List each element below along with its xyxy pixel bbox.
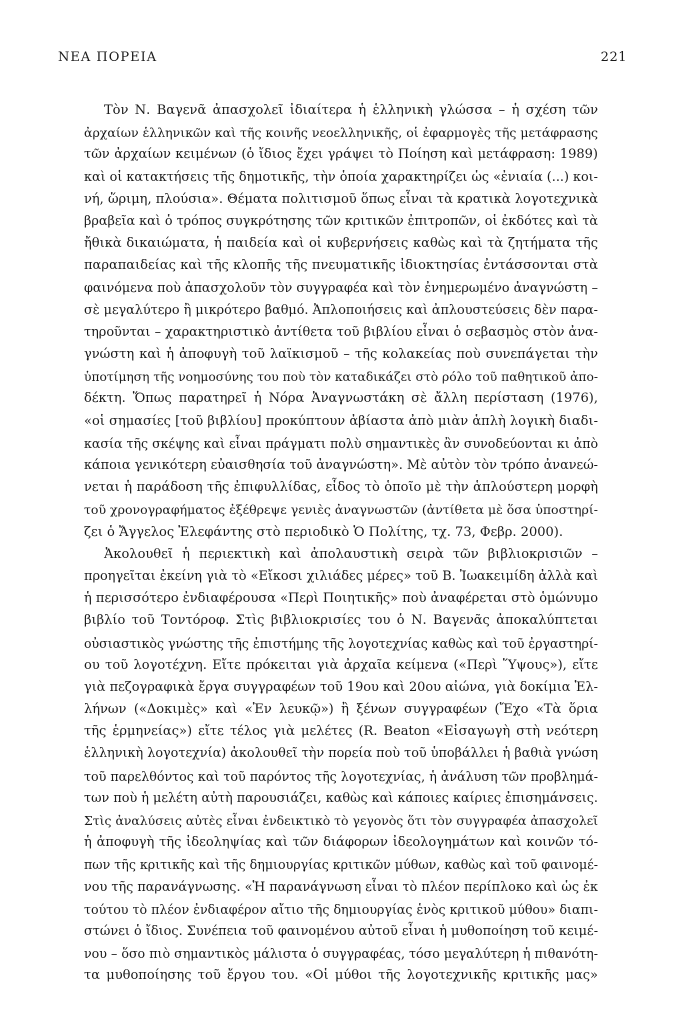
running-header: [58, 50, 627, 70]
text-line: τοῦ χρονογραφήματος ἐξέθρεψε γενιὲς ἀναγνωστῶν (ἀντίθετα μὲ ὅσα ὑποστηρί-: [84, 502, 598, 518]
text-line: τῆς ἑρμηνείας») εἴτε τέλος γιὰ μελέτες (R. Beaton «Εἰσαγωγὴ στὴ νεότερη: [84, 724, 598, 740]
text-line: νου τῆς παρανάγνωσης. «Ἡ παρανάγνωση εἶναι τὸ πλέον περίπλοκο καὶ ὡς ἐκ: [84, 879, 598, 895]
text-line: παραπαιδείας καὶ τῆς κλοπῆς τῆς πνευματικῆς ἰδιοκτησίας ἐντάσσονται στὰ: [84, 258, 598, 274]
text-line: των ποὺ ἡ μελέτη αὐτὴ παρουσιάζει, καθὼς καὶ κάποιες καίριες ἐπισημάνσεις.: [84, 790, 598, 806]
text-line: σὲ μεγαλύτερο ἢ μικρότερο βαθμό. Ἀπλοποιήσεις καὶ ἀπλουστεύσεις δὲν παρα-: [84, 302, 598, 318]
paragraph: [84, 544, 598, 988]
text-line: τούτου τὸ πλέον ἐνδιαφέρον αἴτιο τῆς δημιουργίας ἑνὸς κριτικοῦ μύθου» διαπι-: [84, 901, 598, 917]
text-line: ἡ περισσότερο ἐνδιαφέρουσα «Περὶ Ποιητικῆς» ποὺ ἀναφέρεται στὸ ὁμώνυμο: [84, 591, 598, 607]
text-line: τῶν ἀρχαίων κειμένων (ὁ ἴδιος ἔχει γράψει τὸ Ποίηση καὶ μετάφραση: 1989): [84, 147, 598, 163]
text-line: στώνει ὁ ἴδιος. Συνέπεια τοῦ φαινομένου αὐτοῦ εἶναι ἡ μυθοποίηση τοῦ κειμέ-: [84, 923, 599, 939]
text-line: φαινόμενα ποὺ ἀπασχολοῦν τὸν συγγραφέα καὶ τὸν ἐνημερωμένο ἀναγνώστη –: [84, 280, 598, 296]
text-line: νου – ὅσο πιὸ σημαντικὸς μάλιστα ὁ συγγραφέας, τόσο μεγαλύτερη ἡ πιθανότη-: [84, 946, 598, 962]
text-line: ἑλληνικὴ λογοτεχνία) ἀκολουθεῖ τὴν πορεία ποὺ τοῦ ὑποβάλλει ἡ βαθιὰ γνώση: [84, 746, 598, 762]
text-line: κάποια γενικότερη εὐαισθησία τοῦ ἀναγνώστη». Μὲ αὐτὸν τὸν τρόπο ἀνανεώ-: [84, 458, 598, 473]
text-line: νεται ἡ παράδοση τῆς ἐπιφυλλίδας, εἶδος τὸ ὁποῖο μὲ τὴν ἁπλούστερη μορφὴ: [84, 480, 598, 496]
text-line: ὑποτίμηση τῆς νοημοσύνης του ποὺ τὸν καταδικάζει στὸ ρόλο τοῦ παθητικοῦ ἀπο-: [84, 370, 598, 385]
text-line: βραβεῖα καὶ ὁ τρόπος συγκρότησης τῶν κριτικῶν ἐπιτροπῶν, οἱ ἐκδότες καὶ τὰ: [84, 213, 598, 229]
text-line: βιβλίο τοῦ Τοντόροφ. Στὶς βιβλιοκρισίες του ὁ Ν. Βαγενᾶς ἀποκαλύπτεται: [84, 613, 598, 629]
text-line: Τὸν Ν. Βαγενᾶ ἀπασχολεῖ ἰδιαίτερα ἡ ἑλληνικὴ γλώσσα – ἡ σχέση τῶν: [104, 103, 598, 118]
text-line: νή, ὥριμη, πλούσια». Θέματα πολιτισμοῦ ὅπως εἶναι τὰ κρατικὰ λογοτεχνικὰ: [84, 191, 598, 207]
text-line: ἀρχαίων ἑλληνικῶν καὶ τῆς κοινῆς νεοελληνικῆς, οἱ ἐφαρμογὲς τῆς μετάφρασης: [84, 125, 598, 141]
text-line: πων τῆς κριτικῆς καὶ τῆς δημιουργίας κριτικῶν μύθων, καθὼς καὶ τοῦ φαινομέ-: [84, 857, 598, 873]
text-line: ζει ὁ Ἄγγελος Ἐλεφάντης στὸ περιοδικὸ Ὁ Πολίτης, τχ. 73, Φεβρ. 2000).: [84, 524, 563, 540]
text-line: γνώστη καὶ ἡ ἀποφυγὴ τοῦ λαϊκισμοῦ – τῆς κολακείας ποὺ συνεπάγεται τὴν: [84, 347, 598, 363]
text-line: «οἱ σημασίες [τοῦ βιβλίου] προκύπτουν ἀβίαστα ἀπὸ μιὰν ἁπλὴ λογικὴ διαδι-: [84, 413, 598, 429]
text-line: ου τοῦ λογοτέχνη. Εἴτε πρόκειται γιὰ ἀρχαῖα κείμενα («Περὶ Ὕψους»), εἴτε: [84, 657, 598, 673]
text-line: τα μυθοποίησης τοῦ ἔργου του. «Οἱ μύθοι τῆς λογοτεχνικῆς κριτικῆς μας»: [84, 968, 598, 984]
text-line: τηροῦνται – χαρακτηριστικὸ ἀντίθετα τοῦ βιβλίου εἶναι ὁ σεβασμὸς στὸν ἀνα-: [84, 324, 598, 340]
text-line: κασία τῆς σκέψης καὶ εἶναι πράγματι πολὺ σημαντικὲς ἂν συνοδεύονται κι ἀπὸ: [84, 435, 599, 451]
journal-title: ΝΕΑ ΠΟΡΕΙΑ: [58, 50, 158, 65]
text-line: τοῦ παρελθόντος καὶ τοῦ παρόντος τῆς λογοτεχνίας, ἡ ἀνάλυση τῶν προβλημά-: [84, 768, 598, 784]
text-line: οὐσιαστικὸς γνώστης τῆς ἐπιστήμης τῆς λογοτεχνίας καθὼς καὶ τοῦ ἐργαστηρί-: [84, 635, 598, 651]
text-line: ἡ ἀποφυγὴ τῆς ἰδεοληψίας καὶ τῶν διάφορων ἰδεολογημάτων καὶ κοινῶν τό-: [84, 835, 598, 851]
page-number: 221: [600, 50, 627, 65]
text-line: γιὰ πεζογραφικὰ ἔργα συγγραφέων τοῦ 19ου καὶ 20ου αἰώνα, γιὰ δοκίμια Ἑλ-: [84, 679, 598, 695]
text-line: Στὶς ἀναλύσεις αὐτὲς εἶναι ἐνδεικτικὸ τὸ γεγονὸς ὅτι τὸν συγγραφέα ἀπασχολεῖ: [84, 813, 598, 828]
text-line: ἤθικὰ δικαιώματα, ἡ παιδεία καὶ οἱ κυβερνήσεις καθὼς καὶ τὰ ζητήματα τῆς: [84, 236, 598, 252]
text-line: δέκτη. Ὅπως παρατηρεῖ ἡ Νόρα Ἀναγνωστάκη σὲ ἄλλη περίσταση (1976),: [84, 391, 598, 407]
body-text: [84, 100, 598, 988]
text-line: λήνων («Δοκιμὲς» καὶ «Ἐν λευκῷ») ἢ ξένων συγγραφέων (Ἔχο «Τὰ ὅρια: [84, 702, 598, 718]
text-line: Ἀκολουθεῖ ἡ περιεκτικὴ καὶ ἀπολαυστικὴ σειρὰ τῶν βιβλιοκρισιῶν –: [104, 546, 598, 562]
text-line: καὶ οἱ κατακτήσεις τῆς δημοτικῆς, τὴν ὁποία χαρακτηρίζει ὡς «ἐνιαία (...) κοι-: [84, 169, 598, 185]
paragraph: [84, 100, 598, 544]
text-line: προηγεῖται ἐκείνη γιὰ τὸ «Εἴκοσι χιλιάδες μέρες» τοῦ Β. Ἰωακειμίδη ἀλλὰ καὶ: [84, 568, 598, 584]
